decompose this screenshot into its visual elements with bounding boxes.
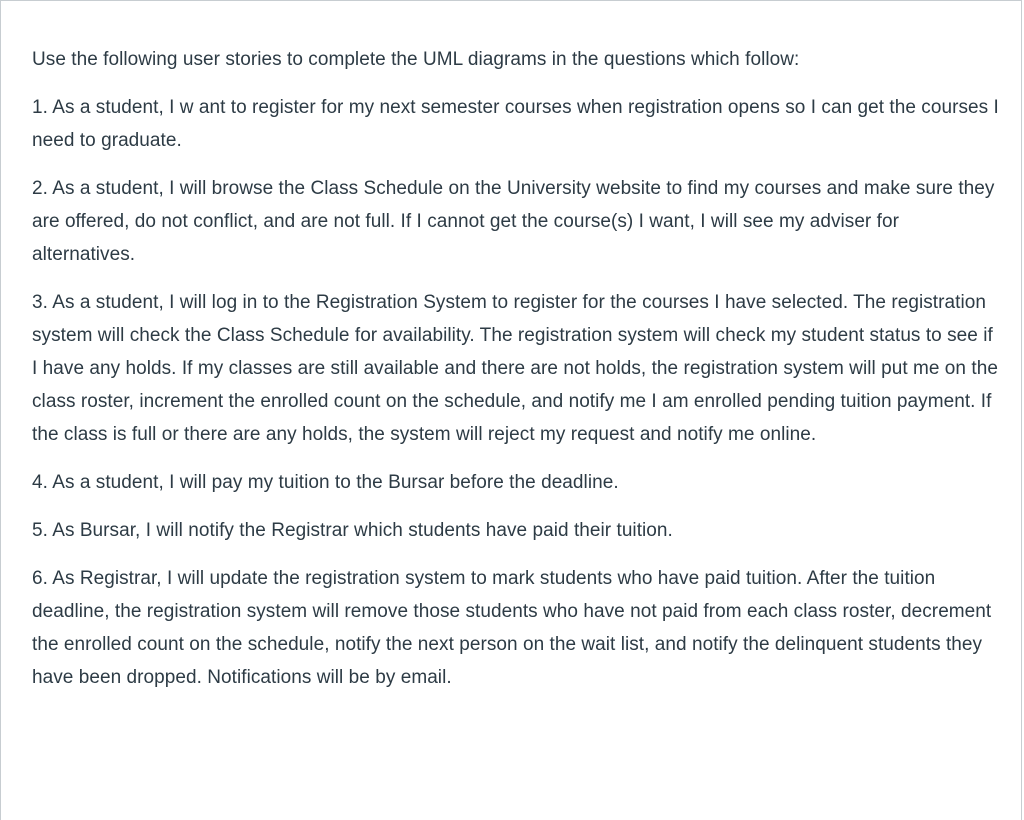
user-story-6: 6. As Registrar, I will update the registration system to mark students who have paid tuition. After the tuition deadline, the registration system will remove those students who have not paid from each class roster, decrement the enrolled count on the schedule, notify the next person on the wait list, and notify the delinquent students they have been dropped. Notifications will be by email.: [32, 568, 992, 688]
user-story-4: 4. As a student, I will pay my tuition to the Bursar before the deadline.: [32, 472, 619, 493]
user-story-3: 3. As a student, I will log in to the Registration System to register for the courses I have selected. The registration system will check the Class Schedule for availability. The registration system will check my student status to see if I have any holds. If my classes are still available and there are not holds, the registration system will put me on the class roster, increment the enrolled count on the schedule, and notify me I am enrolled pending tuition payment. If the class is full or there are any holds, the system will reject my request and notify me online.: [32, 292, 998, 445]
user-story-1: 1. As a student, I w ant to register for my next semester courses when registration opens so I can get the courses I need to graduate.: [32, 97, 999, 151]
user-story-5: 5. As Bursar, I will notify the Registrar which students have paid their tuition.: [32, 520, 673, 541]
document-body: [32, 43, 1000, 709]
intro-paragraph: Use the following user stories to complete the UML diagrams in the questions which follow:: [32, 49, 800, 70]
user-story-2: 2. As a student, I will browse the Class Schedule on the University website to find my courses and make sure they are offered, do not conflict, and are not full. If I cannot get the course(s) I want, I will see my adviser for alternatives.: [32, 178, 995, 265]
